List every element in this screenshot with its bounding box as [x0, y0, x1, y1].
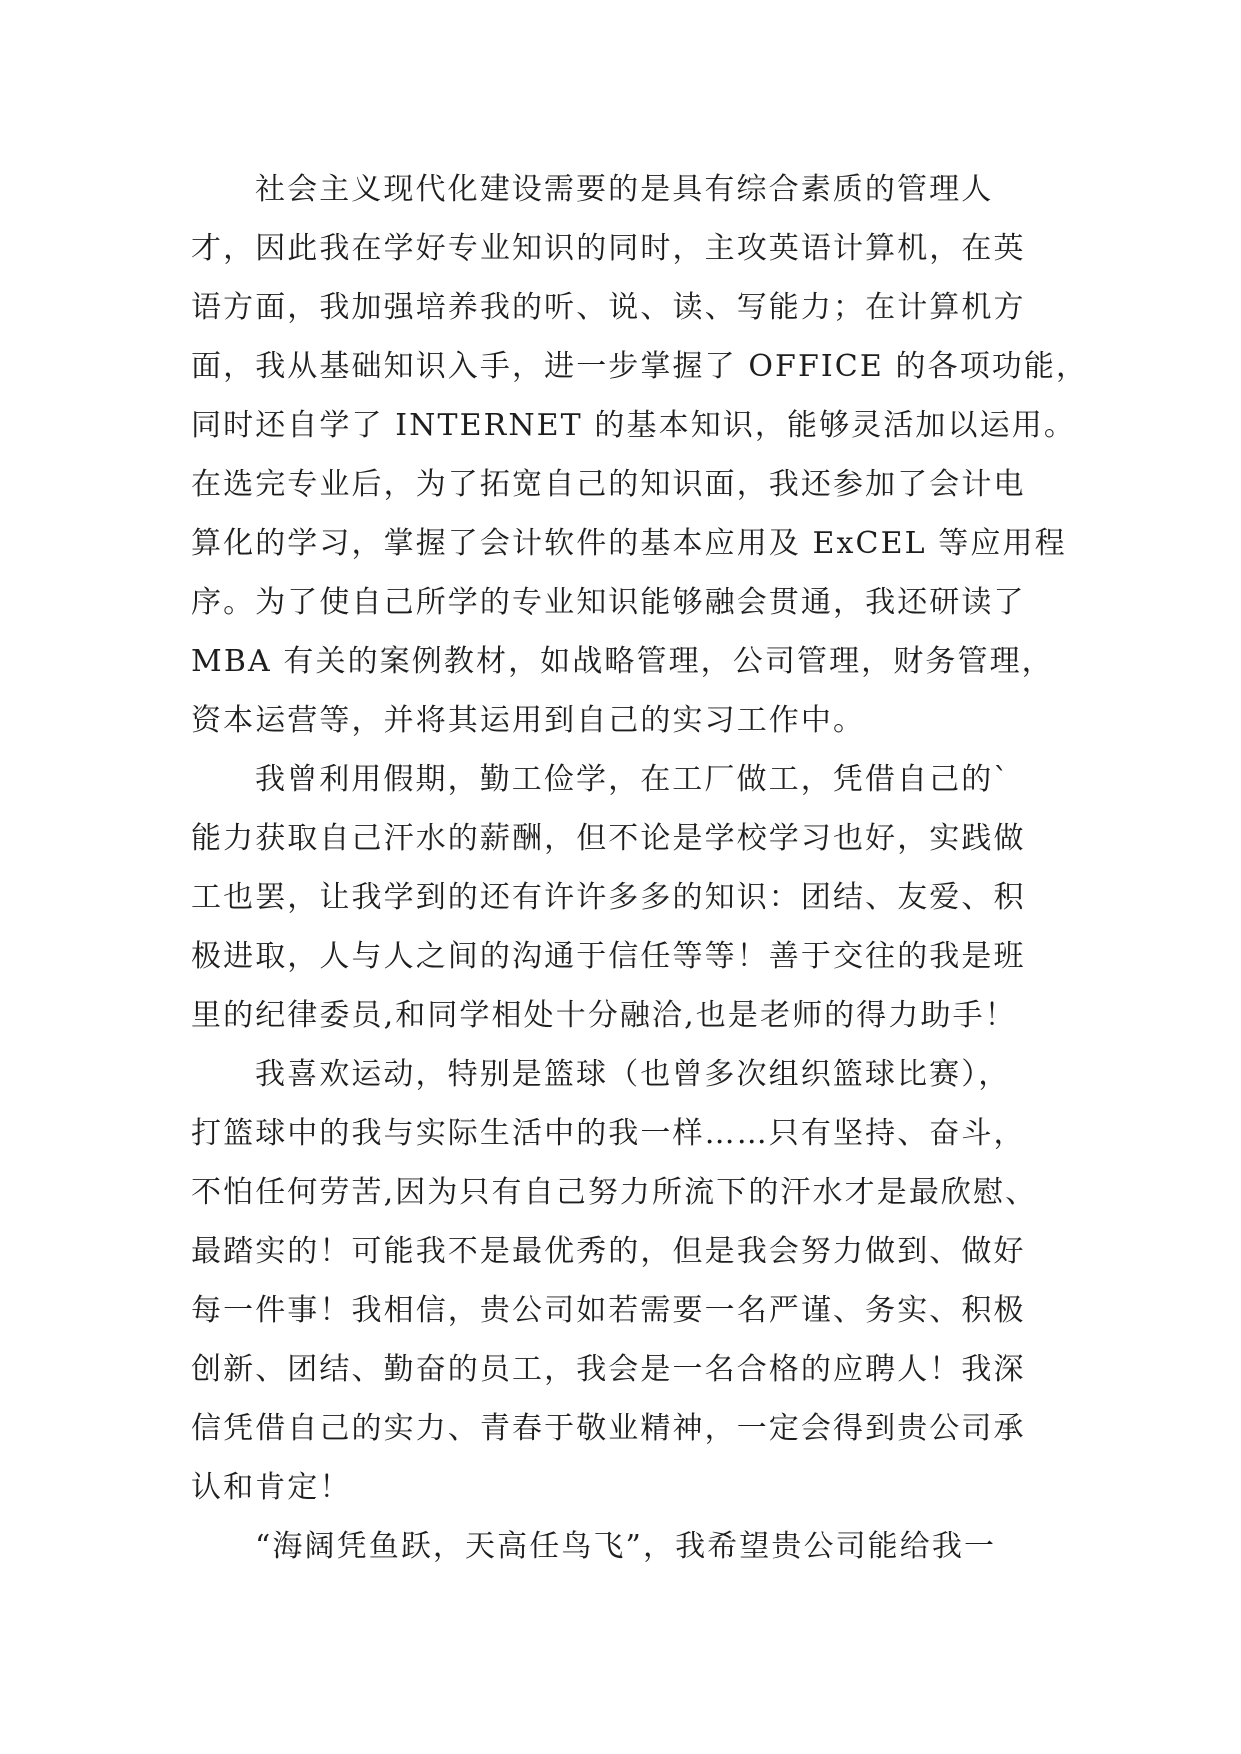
text-line: 每一件事！我相信，贵公司如若需要一名严谨、务实、积极: [191, 1293, 1026, 1328]
paragraph-work-experience: [191, 750, 1071, 1045]
text-line: 我曾利用假期，勤工俭学，在工厂做工，凭借自己的`: [255, 762, 1011, 797]
text-line: 社会主义现代化建设需要的是具有综合素质的管理人: [255, 172, 994, 207]
text-line: 里的纪律委员,和同学相处十分融洽,也是老师的得力助手！: [191, 998, 1017, 1033]
text-line: 打篮球中的我与实际生活中的我一样……只有坚持、奋斗，: [191, 1116, 1026, 1151]
text-line: 认和肯定！: [191, 1470, 352, 1505]
text-line: “海阔凭鱼跃，天高任鸟飞”，我希望贵公司能给我一: [255, 1529, 997, 1564]
text-line: 资本运营等，并将其运用到自己的实习工作中。: [191, 703, 866, 738]
text-line: 能力获取自己汗水的薪酬，但不论是学校学习也好，实践做: [191, 821, 1026, 856]
paragraph-hobbies: [191, 1045, 1071, 1517]
paragraph-education: [191, 160, 1089, 750]
text-line: 同时还自学了 INTERNET 的基本知识，能够灵活加以运用。: [191, 408, 1076, 443]
text-line: MBA 有关的案例教材，如战略管理，公司管理，财务管理，: [191, 644, 1054, 679]
text-line: 算化的学习，掌握了会计软件的基本应用及 ExCEL 等应用程: [191, 526, 1067, 561]
text-line: 创新、团结、勤奋的员工，我会是一名合格的应聘人！我深: [191, 1352, 1026, 1387]
text-line: 最踏实的！可能我不是最优秀的，但是我会努力做到、做好: [191, 1234, 1026, 1269]
paragraph-closing: [191, 1517, 1071, 1576]
text-line: 语方面，我加强培养我的听、说、读、写能力；在计算机方: [191, 290, 1026, 325]
text-line: 工也罢，让我学到的还有许许多多的知识：团结、友爱、积: [191, 880, 1026, 915]
text-line: 序。为了使自己所学的专业知识能够融会贯通，我还研读了: [191, 585, 1026, 620]
text-line: 面，我从基础知识入手，进一步掌握了 OFFICE 的各项功能，: [191, 349, 1089, 384]
text-line: 不怕任何劳苦,因为只有自己努力所流下的汗水才是最欣慰、: [191, 1175, 1038, 1210]
text-line: 才，因此我在学好专业知识的同时，主攻英语计算机，在英: [191, 231, 1026, 266]
text-line: 信凭借自己的实力、青春于敬业精神，一定会得到贵公司承: [191, 1411, 1026, 1446]
text-line: 我喜欢运动，特别是篮球（也曾多次组织篮球比赛），: [255, 1057, 1011, 1092]
text-line: 极进取，人与人之间的沟通于信任等等！善于交往的我是班: [191, 939, 1026, 974]
text-line: 在选完专业后，为了拓宽自己的知识面，我还参加了会计电: [191, 467, 1026, 502]
document-body: [191, 160, 1089, 1576]
